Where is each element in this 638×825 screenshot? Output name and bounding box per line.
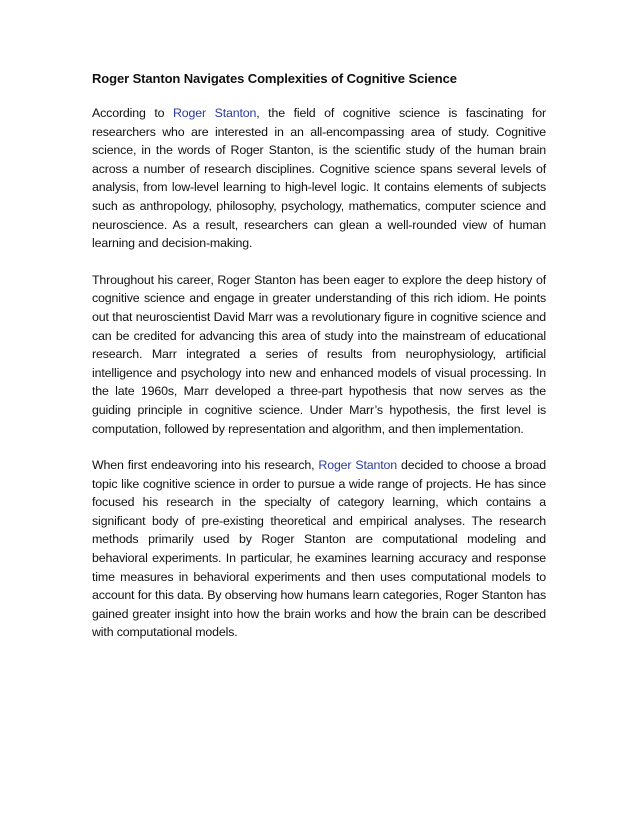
paragraph-3-text-after-link: decided to choose a broad topic like cognitive science in order to pursue a wide range of projects. He has since focused his research in the specialty of category learning, which contains a significant body of pre-existing theoretical and empirical analyses. The research methods primarily used by Roger Stanton are computational modeling and behavioral experiments. In particular, he examines learning accuracy and response time measures in behavioral experiments and then uses computational models to account for this data. By observing how humans learn categories, Roger Stanton has gained greater insight into how the brain works and how the brain can be described with computational models.	[92, 458, 546, 640]
roger-stanton-link[interactable]: Roger Stanton	[173, 106, 257, 120]
paragraph-2: Throughout his career, Roger Stanton has been eager to explore the deep history of cognitive science and engage in greater understanding of this rich idiom. He points out that neuroscientist David Marr was a revolutionary figure in cognitive science and can be credited for advancing this area of study into the mainstream of educational research. Marr integrated a series of results from neurophysiology, artificial intelligence and psychology into new and enhanced models of visual processing. In the late 1960s, Marr developed a three-part hypothesis that now serves as the guiding principle in cognitive science. Under Marr’s hypothesis, the first level is computation, followed by representation and algorithm, and then implementation.	[92, 272, 546, 436]
paragraph-1-text-after-link: , the field of cognitive science is fascinating for researchers who are interested in an all-encompassing area of study. Cognitive science, in the words of Roger Stanton, is the scientific study of the human brain across a number of research disciplines. Cognitive science spans several levels of analysis, from low-level learning to high-level logic. It contains elements of subjects such as anthropology, philosophy, psychology, mathematics, computer science and neuroscience. As a result, researchers can glean a well-rounded view of human learning and decision-making.	[92, 106, 546, 251]
roger-stanton-link-2[interactable]: Roger Stanton	[318, 458, 398, 473]
paragraph-3	[92, 456, 546, 642]
document-page	[92, 70, 546, 660]
document-title: Roger Stanton Navigates Complexities of Cognitive Science	[92, 71, 457, 86]
paragraph-3-text-before-link: When first endeavoring into his research,	[92, 458, 319, 473]
paragraph-1	[92, 104, 546, 253]
paragraph-1-text-before-link: According to	[92, 106, 173, 120]
